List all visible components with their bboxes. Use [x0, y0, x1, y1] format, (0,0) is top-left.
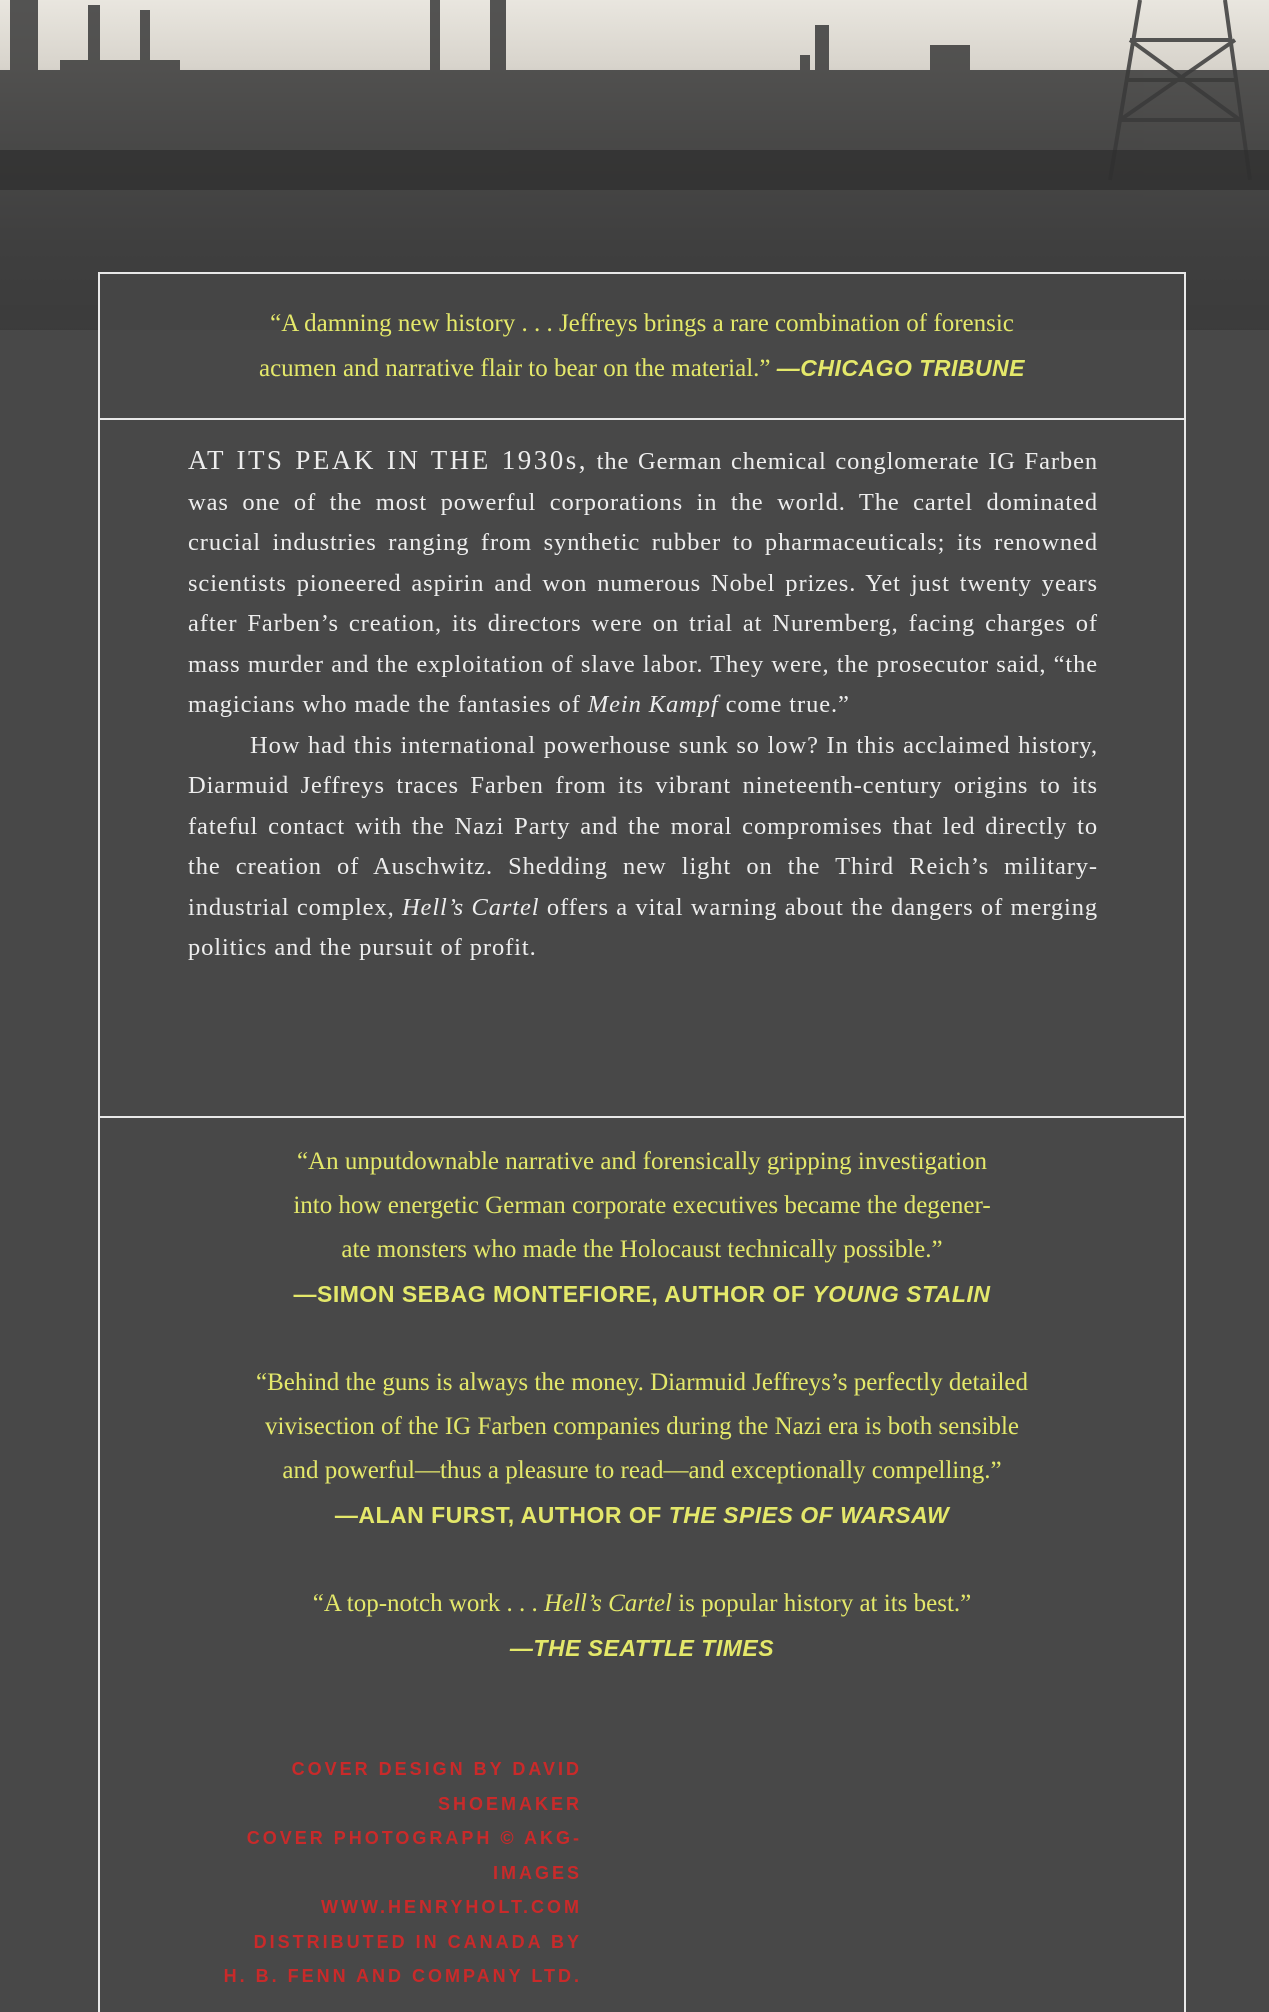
credit-line: COVER PHOTOGRAPH © AKG-IMAGES [246, 1828, 582, 1883]
description-paragraph-2 [188, 726, 1098, 969]
quote-source: —SIMON SEBAG MONTEFIORE, AUTHOR OF YOUNG STALIN [293, 1281, 991, 1307]
quote-seattle-times [98, 1582, 1186, 1671]
quote-source: —ALAN FURST, AUTHOR OF THE SPIES OF WARSAW [334, 1502, 950, 1528]
description-text-2: How had this international powerhouse sunk so low? In this acclaimed history, Diarmuid Jeffreys traces Farben from its vibrant nineteenth-century origins to its fateful contact with the Nazi Party and the moral compromises that led directly to the creation of Auschwitz. Shedding new light on the Third Reich’s military-industrial complex, [188, 731, 1098, 921]
quote-line: “A top-notch work . . . Hell’s Cartel is popular history at its best.” [312, 1590, 972, 1617]
description-text-2-end: offers a vital warning about the dangers of merging politics and the pursuit of profit. [188, 893, 1098, 961]
quote-line: vivisection of the IG Farben companies during the Nazi era is both sensible [265, 1413, 1019, 1440]
quote-source: —THE SEATTLE TIMES [509, 1635, 775, 1661]
description-text-1: the German chemical conglomerate IG Farben was one of the most powerful corporations in the world. The cartel dominated crucial industries ranging from synthetic rubber to pharmaceuticals; its renowned scientists pioneered aspirin and won numerous Nobel prizes. Yet just twenty years after Farben’s creation, its directors were on trial at Nuremberg, facing charges of mass murder and the exploitation of slave labor. They were, the prosecutor said, “the magicians who made the fantasies of [188, 448, 1098, 718]
credit-line: COVER DESIGN BY DAVID SHOEMAKER [291, 1759, 582, 1814]
quote-line: ate monsters who made the Holocaust technically possible.” [341, 1236, 943, 1263]
quote-line: “Behind the guns is always the money. Diarmuid Jeffreys’s perfectly detailed [255, 1369, 1028, 1396]
top-quote-line2: acumen and narrative flair to bear on the material.” [258, 354, 777, 382]
credit-line: WWW.HENRYHOLT.COM [321, 1897, 582, 1917]
top-quote-source: —CHICAGO TRIBUNE [776, 354, 1026, 381]
credit-line: H. B. FENN AND COMPANY LTD. [223, 1966, 582, 1986]
description-panel [98, 418, 1186, 1118]
quote-line: and powerful—thus a pleasure to read—and exceptionally compelling.” [282, 1457, 1002, 1484]
review-quotes [98, 1140, 1186, 1715]
credit-line: DISTRIBUTED IN CANADA BY [253, 1931, 582, 1952]
description-text-1-end: come true.” [718, 691, 850, 718]
quote-line: “An unputdownable narrative and forensically gripping investigation [296, 1148, 988, 1175]
top-quote-line1: “A damning new history . . . Jeffreys brings a rare combination of forensic [270, 309, 1014, 337]
book-title-hells-cartel: Hell’s Cartel [401, 893, 540, 921]
book-title-mein-kampf: Mein Kampf [587, 691, 719, 718]
description-lead: AT ITS PEAK IN THE 1930s, [188, 445, 588, 475]
top-quote [259, 302, 1025, 391]
top-quote-panel [98, 272, 1186, 420]
quote-line: into how energetic German corporate executives became the degener- [293, 1192, 991, 1219]
quote-furst [98, 1361, 1186, 1538]
cover-credits [170, 1752, 582, 1994]
description-paragraph-1 [188, 440, 1098, 726]
quote-montefiore [98, 1140, 1186, 1317]
